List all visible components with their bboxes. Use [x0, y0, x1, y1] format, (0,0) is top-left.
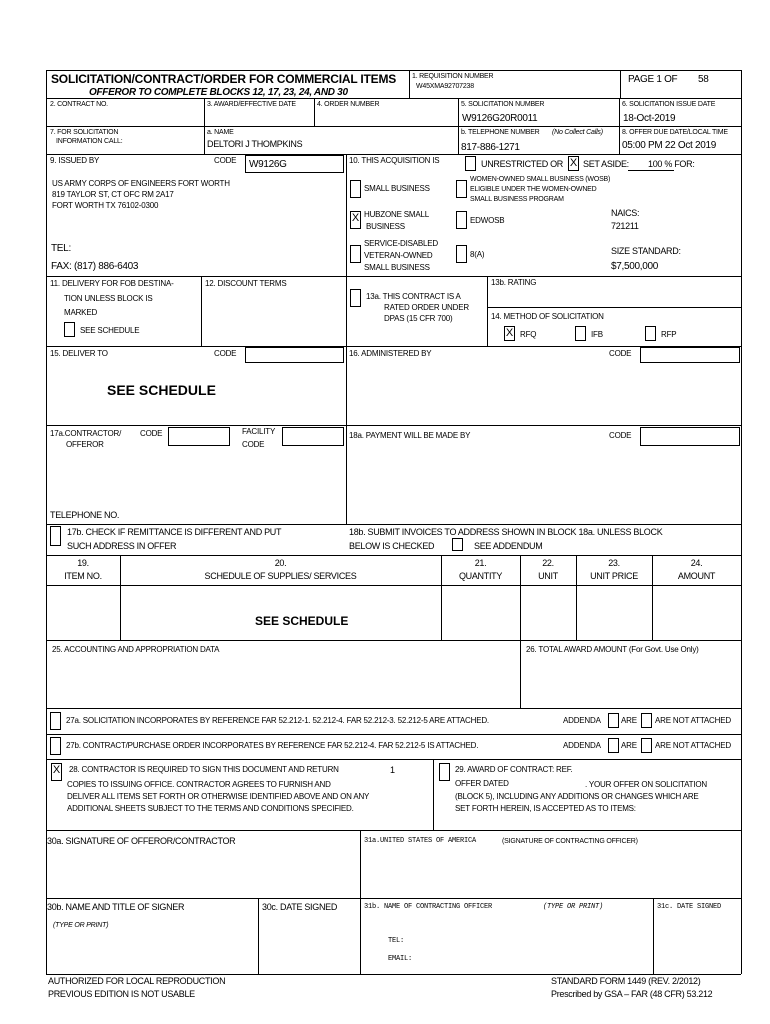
sdvosb-checkbox[interactable]: [350, 245, 361, 263]
contact-name[interactable]: DELTORI J THOMPKINS: [207, 139, 303, 149]
co-date-signed-label: 31c. DATE SIGNED: [657, 903, 722, 911]
size-standard-label: SIZE STANDARD:: [611, 246, 681, 256]
issued-fax: FAX: (817) 886-6403: [51, 261, 139, 272]
info-call-label-2: INFORMATION CALL:: [56, 138, 123, 145]
contract-no-label: 2. CONTRACT NO.: [50, 101, 108, 108]
29-label-1: 29. AWARD OF CONTRACT: REF.: [455, 765, 573, 774]
small-business-checkbox[interactable]: [350, 180, 361, 198]
addendum-checkbox[interactable]: [452, 538, 463, 551]
contractor-label-2: OFFEROR: [66, 440, 104, 449]
telephone-number[interactable]: 817-886-1271: [461, 142, 520, 153]
set-aside-percent: 100 % FOR:: [648, 159, 695, 169]
offeror-signature-label: 30a. SIGNATURE OF OFFEROR/CONTRACTOR: [47, 836, 236, 846]
rfp-checkbox[interactable]: [645, 326, 656, 341]
29-label-4: SET FORTH HEREIN, IS ACCEPTED AS TO ITEMS:: [455, 804, 636, 813]
invoice-label-2: BELOW IS CHECKED: [349, 541, 435, 551]
rfq-label: RFQ: [520, 330, 537, 339]
27a-are-checkbox[interactable]: [608, 713, 619, 728]
issued-tel-label: TEL:: [51, 243, 71, 254]
27b-addenda-label: ADDENDA: [563, 741, 601, 750]
rfp-label: RFP: [661, 330, 677, 339]
28-label-3: DELIVER ALL ITEMS SET FORTH OR OTHERWISE IDENTIFIED ABOVE AND ON ANY: [67, 792, 370, 801]
footer-authorized: AUTHORIZED FOR LOCAL REPRODUCTION: [48, 976, 226, 986]
rated-order-label-2: RATED ORDER UNDER: [384, 303, 469, 312]
27a-are-not-checkbox[interactable]: [641, 713, 652, 728]
col-unit-price-num: 23.: [608, 558, 620, 568]
27a-checkbox[interactable]: [50, 712, 61, 730]
29-label-3: (BLOCK 5), INCLUDING ANY ADDITIONS OR CHANGES WHICH ARE: [455, 792, 699, 801]
see-schedule-label: SEE SCHEDULE: [80, 326, 140, 335]
payment-code-label: CODE: [609, 431, 632, 440]
deliver-to-label: 15. DELIVER TO: [50, 349, 108, 358]
unrestricted-checkbox[interactable]: [465, 156, 476, 171]
col-quantity-num: 21.: [474, 558, 487, 568]
issued-address-line-1: US ARMY CORPS OF ENGINEERS FORT WORTH: [52, 179, 230, 188]
hubzone-label-2: BUSINESS: [366, 222, 405, 231]
type-print-label: (TYPE OR PRINT): [53, 922, 109, 929]
27a-are-label: ARE: [621, 716, 637, 725]
issue-date[interactable]: 18-Oct-2019: [623, 113, 676, 124]
hubzone-checkbox[interactable]: X: [350, 211, 361, 229]
col-unit-label: UNIT: [538, 571, 558, 581]
contractor-code-box[interactable]: [168, 427, 230, 446]
unrestricted-label: UNRESTRICTED OR: [481, 159, 564, 169]
delivery-fob-label-3: MARKED: [64, 308, 98, 317]
order-number-label: 4. ORDER NUMBER: [317, 101, 380, 108]
solicitation-number[interactable]: W9126G20R0011: [462, 113, 538, 124]
wosb-label-1: WOMEN-OWNED SMALL BUSINESS (WOSB): [470, 176, 611, 183]
27a-addenda-label: ADDENDA: [563, 716, 601, 725]
27a-are-not-label: ARE NOT ATTACHED: [655, 716, 731, 725]
col-schedule-num: 20.: [274, 558, 287, 568]
delivery-fob-label-2: TION UNLESS BLOCK IS: [64, 294, 153, 303]
sdvosb-label-2: VETERAN-OWNED: [364, 251, 433, 260]
issue-date-label: 6. SOLICITATION ISSUE DATE: [622, 101, 716, 108]
co-signature-label: (SIGNATURE OF CONTRACTING OFFICER): [502, 838, 638, 845]
no-collect-note: (No Collect Calls): [552, 129, 603, 136]
rated-order-checkbox[interactable]: [350, 289, 361, 307]
size-standard: $7,500,000: [611, 261, 659, 272]
small-business-label: SMALL BUSINESS: [364, 184, 430, 193]
issued-code-label: CODE: [214, 156, 237, 165]
award-date-label: 3. AWARD/EFFECTIVE DATE: [207, 101, 296, 108]
facility-label-1: FACILITY: [242, 427, 276, 436]
29-label-2b: . YOUR OFFER ON SOLICITATION: [585, 780, 707, 789]
rating-label: 13b. RATING: [491, 278, 537, 287]
issued-address-line-3: FORT WORTH TX 76102-0300: [52, 201, 159, 210]
acquisition-label: 10. THIS ACQUISITION IS: [349, 156, 440, 165]
col-item-label: ITEM NO.: [64, 571, 102, 581]
payment-code-box[interactable]: [640, 427, 740, 446]
contact-name-label: a. NAME: [207, 129, 234, 136]
sdvosb-label-3: SMALL BUSINESS: [364, 263, 430, 272]
remittance-label-1: 17b. CHECK IF REMITTANCE IS DIFFERENT AND PUT: [67, 527, 282, 537]
addendum-label: SEE ADDENDUM: [474, 541, 543, 551]
edwosb-checkbox[interactable]: [456, 211, 467, 229]
28-label-2: COPIES TO ISSUING OFFICE. CONTRACTOR AGREES TO FURNISH AND: [67, 780, 331, 789]
info-call-label: 7. FOR SOLICITATION: [50, 129, 119, 136]
eight-a-label: 8(A): [470, 250, 485, 259]
ifb-checkbox[interactable]: [575, 326, 586, 341]
accounting-label: 25. ACCOUNTING AND APPROPRIATION DATA: [52, 645, 220, 654]
col-unit-num: 22.: [542, 558, 554, 568]
27b-label: 27b. CONTRACT/PURCHASE ORDER INCORPORATES BY REFERENCE FAR 52.212-4. FAR 52.212-5 IS ATTACHED.: [66, 741, 479, 750]
date-signed-label: 30c. DATE SIGNED: [262, 902, 338, 912]
co-name-label: 31b. NAME OF CONTRACTING OFFICER: [364, 903, 493, 911]
28-checkbox[interactable]: X: [51, 763, 62, 781]
delivery-fob-label-1: 11. DELIVERY FOR FOB DESTINA-: [50, 279, 174, 288]
discount-terms-label: 12. DISCOUNT TERMS: [205, 279, 287, 288]
remittance-label-2: SUCH ADDRESS IN OFFER: [67, 541, 177, 551]
28-label-4: ADDITIONAL SHEETS SUBJECT TO THE TERMS AND CONDITIONS SPECIFIED.: [67, 804, 354, 813]
col-quantity-label: QUANTITY: [458, 571, 503, 581]
contractor-label-1: 17a.CONTRACTOR/: [50, 429, 122, 438]
28-label-1: 28. CONTRACTOR IS REQUIRED TO SIGN THIS DOCUMENT AND RETURN: [69, 765, 339, 774]
27b-are-not-label: ARE NOT ATTACHED: [655, 741, 731, 750]
co-tel-label: TEL:: [388, 937, 405, 945]
form-subtitle: OFFEROR TO COMPLETE BLOCKS 12, 17, 23, 24, AND 30: [89, 87, 348, 98]
offer-due-date[interactable]: 05:00 PM 22 Oct 2019: [622, 140, 717, 151]
set-aside-checkbox[interactable]: X: [569, 157, 578, 169]
requisition-number[interactable]: W45XMA92707238: [416, 83, 474, 90]
issued-code: W9126G: [249, 159, 287, 170]
see-schedule-checkbox[interactable]: [64, 322, 75, 337]
col-schedule-label: SCHEDULE OF SUPPLIES/ SERVICES: [204, 571, 357, 581]
wosb-checkbox[interactable]: [456, 180, 467, 198]
eight-a-checkbox[interactable]: [456, 245, 467, 263]
requisition-number-label: 1. REQUISITION NUMBER: [412, 73, 494, 80]
administered-code-box[interactable]: [640, 347, 740, 363]
wosb-label-3: SMALL BUSINESS PROGRAM: [470, 196, 564, 203]
naics-label: NAICS:: [611, 208, 640, 218]
footer-prescribed: Prescribed by GSA – FAR (48 CFR) 53.212: [551, 989, 713, 999]
page-number-label: PAGE 1 OF: [628, 74, 678, 85]
col-item-num: 19.: [77, 558, 89, 568]
payment-label: 18a. PAYMENT WILL BE MADE BY: [349, 431, 471, 440]
telephone-label: b. TELEPHONE NUMBER: [461, 129, 540, 136]
29-checkbox[interactable]: [439, 763, 450, 781]
naics-code: 721211: [611, 221, 639, 231]
schedule-see-schedule: SEE SCHEDULE: [255, 614, 349, 628]
administered-code-label: CODE: [609, 349, 632, 358]
27b-are-checkbox[interactable]: [608, 738, 619, 753]
method-label: 14. METHOD OF SOLICITATION: [491, 312, 604, 321]
rfq-checkbox[interactable]: X: [505, 327, 514, 339]
footer-previous-edition: PREVIOUS EDITION IS NOT USABLE: [48, 989, 195, 999]
co-type-print-label: (TYPE OR PRINT): [543, 903, 604, 911]
telephone-no-label: TELEPHONE NO.: [50, 510, 120, 520]
deliver-to-see-schedule: SEE SCHEDULE: [107, 382, 216, 398]
ifb-label: IFB: [591, 330, 603, 339]
27a-label: 27a. SOLICITATION INCORPORATES BY REFERENCE FAR 52.212-1. 52.212-4. FAR 52.212-3. 52.212-5 ARE ATTACHED.: [66, 716, 489, 725]
solicitation-number-label: 5. SOLICITATION NUMBER: [461, 101, 545, 108]
page-total: 58: [698, 74, 709, 85]
deliver-to-code-label: CODE: [214, 349, 237, 358]
deliver-to-code-box[interactable]: [245, 347, 344, 363]
29-label-2: OFFER DATED: [455, 779, 509, 788]
27b-are-label: ARE: [621, 741, 637, 750]
28-copies[interactable]: 1: [390, 765, 395, 775]
27b-are-not-checkbox[interactable]: [641, 738, 652, 753]
invoice-label-1: 18b. SUBMIT INVOICES TO ADDRESS SHOWN IN BLOCK 18a. UNLESS BLOCK: [349, 527, 663, 537]
rated-order-label-3: DPAS (15 CFR 700): [384, 314, 453, 323]
contractor-code-label: CODE: [140, 429, 163, 438]
facility-label-2: CODE: [242, 440, 265, 449]
col-amount-num: 24.: [690, 558, 703, 568]
name-title-label: 30b. NAME AND TITLE OF SIGNER: [47, 902, 185, 912]
facility-code-box[interactable]: [282, 427, 344, 446]
form-title: SOLICITATION/CONTRACT/ORDER FOR COMMERCIAL ITEMS: [51, 72, 397, 86]
offer-due-label: 8. OFFER DUE DATE/LOCAL TIME: [622, 129, 728, 136]
administered-by-label: 16. ADMINISTERED BY: [349, 349, 432, 358]
rated-order-label-1: 13a. THIS CONTRACT IS A: [366, 292, 461, 301]
co-email-label: EMAIL:: [388, 955, 413, 963]
footer-standard-form: STANDARD FORM 1449 (REV. 2/2012): [551, 976, 701, 986]
wosb-label-2: ELIGIBLE UNDER THE WOMEN-OWNED: [470, 186, 597, 193]
col-unit-price-label: UNIT PRICE: [590, 571, 638, 581]
issued-address-line-2: 819 TAYLOR ST, CT OFC RM 2A17: [52, 190, 174, 199]
edwosb-label: EDWOSB: [470, 216, 505, 225]
27b-checkbox[interactable]: [50, 737, 61, 755]
remittance-checkbox[interactable]: [50, 526, 61, 546]
issued-by-label: 9. ISSUED BY: [50, 156, 100, 165]
hubzone-label-1: HUBZONE SMALL: [364, 210, 429, 219]
col-amount-label: AMOUNT: [677, 571, 716, 581]
set-aside-label: SET ASIDE:: [583, 159, 629, 169]
sdvosb-label-1: SERVICE-DISABLED: [364, 239, 439, 248]
total-award-label: 26. TOTAL AWARD AMOUNT (For Govt. Use Only): [526, 645, 699, 654]
usa-label: 31a.UNITED STATES OF AMERICA: [364, 837, 477, 845]
